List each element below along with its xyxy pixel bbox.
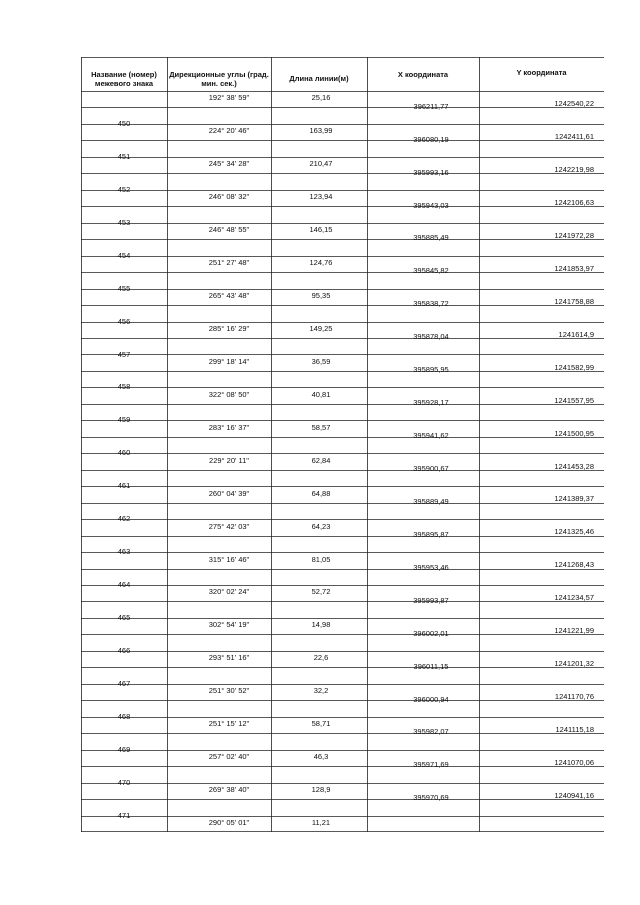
x-coordinate: 395970,69: [413, 793, 449, 803]
line-length: 64,23: [311, 521, 331, 531]
line-length: 22,6: [313, 653, 329, 663]
x-coordinate: 396080,19: [413, 134, 449, 144]
y-coordinate: 1242106,63: [554, 198, 594, 208]
line-length: 81,05: [311, 554, 331, 564]
line-length: 32,2: [313, 686, 329, 696]
x-coordinate: 395878,04: [413, 332, 449, 342]
x-coordinate: 395900,67: [413, 463, 449, 473]
line-length: 124,76: [309, 258, 333, 268]
line-length: 40,81: [311, 389, 331, 399]
point-name: 464: [117, 580, 131, 590]
x-coordinate: 396000,94: [413, 694, 449, 704]
direction-angle: 224° 20' 46": [208, 126, 250, 136]
x-coordinate: 395982,07: [413, 727, 449, 737]
direction-angle: 251° 27' 48": [208, 258, 250, 268]
y-coordinate: 1241500,95: [554, 428, 594, 438]
y-coordinate: 1241070,06: [554, 757, 594, 767]
header-y: Y координата: [516, 68, 567, 77]
point-name: 463: [117, 547, 131, 557]
direction-angle: 283° 16' 37": [208, 422, 250, 432]
x-coordinate: 395838,72: [413, 299, 449, 309]
line-length: 58,57: [311, 422, 331, 432]
y-coordinate: 1241115,18: [555, 724, 594, 734]
y-coordinate: 1241268,43: [554, 560, 594, 570]
x-coordinate: 396211,77: [413, 101, 449, 111]
header-angle: Дирекционные углы (град. мин. сек.): [169, 70, 269, 88]
line-length: 62,84: [311, 455, 331, 465]
x-coordinate: 395928,17: [413, 398, 449, 408]
y-coordinate: 1241170,76: [554, 692, 594, 702]
x-coordinate: 395953,46: [413, 562, 449, 572]
line-length: 210,47: [309, 159, 333, 169]
line-length: 163,99: [309, 126, 333, 136]
line-length: 146,15: [309, 225, 333, 235]
y-coordinate: 1241325,46: [554, 527, 594, 537]
direction-angle: 251° 30' 52": [208, 686, 250, 696]
direction-angle: 260° 04' 39": [208, 488, 250, 498]
direction-angle: 293° 51' 16": [208, 653, 250, 663]
x-coordinate: 396011,15: [413, 661, 449, 671]
line-length: 58,71: [311, 719, 331, 729]
y-coordinate: 1241614,9: [558, 329, 594, 339]
point-name: 462: [117, 514, 131, 524]
direction-angle: 246° 08' 32": [208, 192, 250, 202]
line-length: 149,25: [309, 324, 333, 333]
direction-angle: 265° 43' 48": [208, 291, 250, 301]
x-coordinate: 395845,82: [413, 266, 449, 276]
header-x: X координата: [397, 70, 449, 79]
line-length: 36,59: [311, 356, 331, 366]
point-name: 471: [117, 810, 131, 820]
y-coordinate: 1241453,28: [554, 461, 594, 471]
line-length: 123,94: [309, 192, 333, 202]
direction-angle: 229° 20' 11": [209, 455, 249, 465]
x-coordinate: 395895,95: [413, 365, 449, 375]
y-coordinate: 1241582,99: [554, 362, 594, 372]
y-coordinate: 1241221,99: [554, 626, 594, 636]
direction-angle: 257° 02' 40": [208, 752, 250, 762]
y-coordinate: 1241853,97: [554, 263, 594, 273]
header-length: Длина линии(м): [289, 74, 349, 83]
line-length: 11,21: [311, 818, 331, 827]
point-name: 468: [117, 711, 131, 721]
y-coordinate: 1241758,88: [554, 296, 594, 306]
x-coordinate: 395943,03: [413, 200, 449, 210]
line-length: 95,35: [311, 291, 331, 301]
point-name: 450: [117, 118, 131, 128]
line-length: 64,88: [311, 488, 331, 498]
line-length: 46,3: [313, 752, 329, 762]
point-name: 469: [117, 744, 131, 754]
direction-angle: 269° 38' 40": [208, 785, 250, 795]
direction-angle: 290° 05' 01": [208, 818, 250, 827]
point-name: 467: [117, 678, 131, 688]
y-coordinate: 1241557,95: [554, 395, 594, 405]
direction-angle: 299° 18' 14": [208, 356, 250, 366]
point-name: 465: [117, 612, 131, 622]
point-name: 454: [117, 250, 131, 260]
line-length: 14,98: [311, 620, 331, 630]
y-coordinate: 1241389,37: [554, 494, 594, 504]
direction-angle: 245° 34' 28": [208, 159, 250, 169]
direction-angle: 315° 16' 46": [208, 554, 250, 564]
direction-angle: 302° 54' 19": [208, 620, 250, 630]
line-length: 52,72: [311, 587, 331, 597]
x-coordinate: 396002,01: [413, 628, 449, 638]
point-name: 457: [117, 349, 131, 359]
direction-angle: 322° 08' 50": [208, 389, 250, 399]
x-coordinate: 395993,87: [413, 595, 449, 605]
direction-angle: 251° 15' 12": [208, 719, 250, 729]
x-coordinate: 395889,49: [413, 496, 449, 506]
direction-angle: 285° 16' 29": [208, 324, 250, 333]
y-coordinate: 1242540,22: [554, 99, 594, 109]
coordinates-table: [81, 57, 604, 832]
point-name: 453: [117, 217, 131, 227]
direction-angle: 320° 02' 24": [208, 587, 250, 597]
y-coordinate: 1242411,61: [554, 132, 594, 142]
line-length: 25,16: [311, 93, 331, 103]
x-coordinate: 395885,49: [413, 233, 449, 243]
direction-angle: 275° 42' 03": [208, 521, 250, 531]
x-coordinate: 395941,62: [413, 431, 449, 441]
y-coordinate: 1242219,98: [554, 165, 594, 175]
y-coordinate: 1241201,32: [554, 659, 594, 669]
point-name: 466: [117, 645, 131, 655]
x-coordinate: 395993,16: [413, 167, 449, 177]
header-name: Название (номер) межевого знака: [91, 70, 157, 88]
point-name: 460: [117, 448, 131, 458]
point-name: 452: [117, 184, 131, 194]
point-name: 461: [117, 481, 131, 491]
point-name: 458: [117, 382, 131, 392]
x-coordinate: 395971,69: [413, 760, 449, 770]
point-name: 451: [117, 151, 131, 161]
point-name: 456: [117, 316, 131, 326]
y-coordinate: 1241972,28: [554, 230, 594, 240]
direction-angle: 246° 48' 55": [208, 225, 250, 235]
point-name: 459: [117, 415, 131, 425]
line-length: 128,9: [311, 785, 331, 795]
direction-angle: 192° 38' 59": [208, 93, 250, 103]
x-coordinate: 395895,87: [413, 529, 449, 539]
point-name: 470: [117, 777, 131, 787]
point-name: 455: [117, 283, 131, 293]
y-coordinate: 1240941,16: [554, 790, 594, 800]
y-coordinate: 1241234,57: [554, 593, 594, 603]
